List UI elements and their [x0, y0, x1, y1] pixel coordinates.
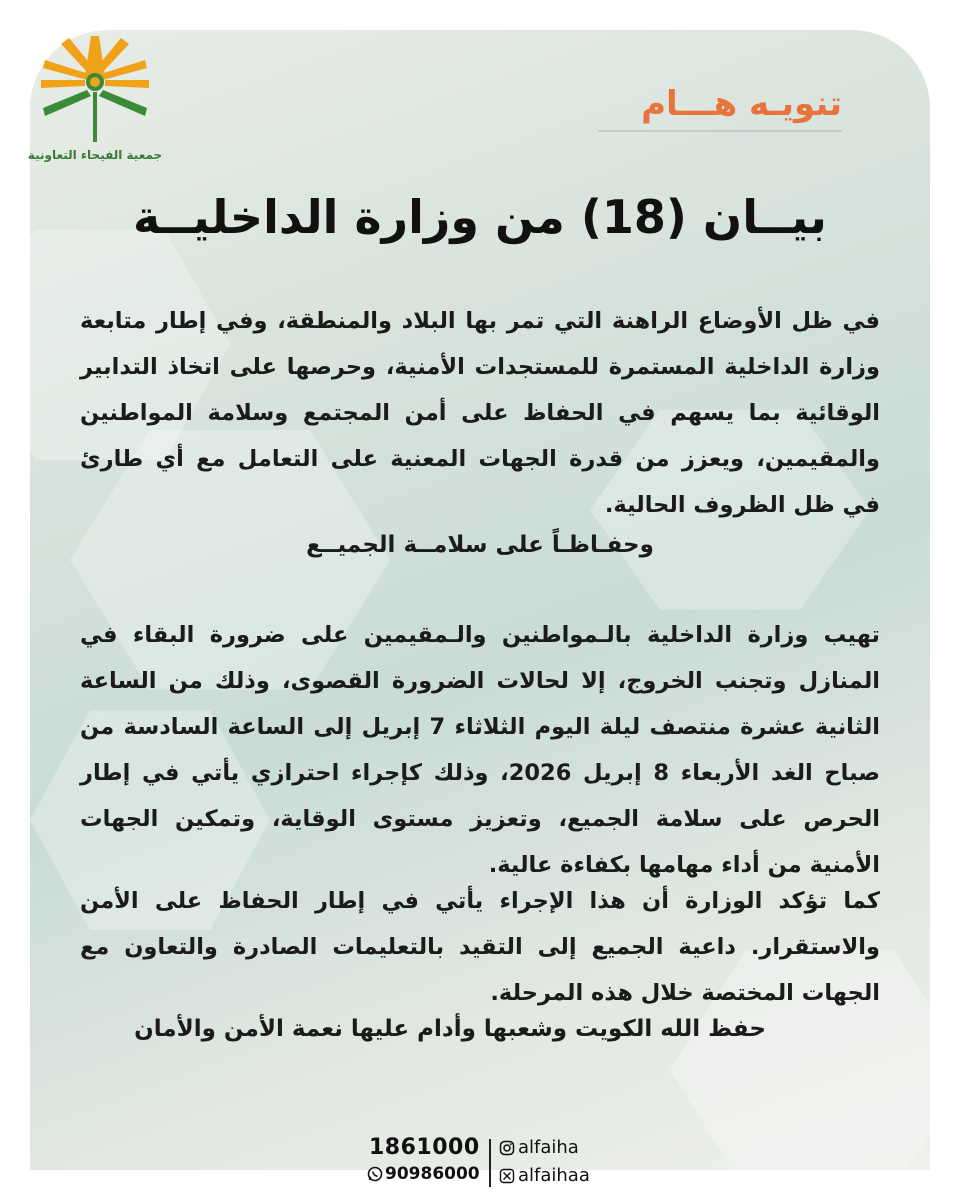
notice-underline — [598, 130, 842, 132]
whatsapp-icon — [367, 1166, 383, 1182]
organization-logo — [22, 22, 168, 172]
x-icon — [499, 1168, 515, 1184]
footer-divider — [489, 1139, 491, 1187]
whatsapp-number: 90986000 — [385, 1164, 480, 1184]
confirmation-paragraph: كما تؤكد الوزارة أن هذا الإجراء يأتي في إطار الحفاظ على الأمن والاستقرار. داعية الجميع إلى التقيد بالتعليمات الصادرة والتعاون مع الجهات المختصة خلال هذه المرحلة. — [80, 888, 880, 1006]
contact-footer — [363, 1135, 635, 1191]
curfew-paragraph: تهيب وزارة الداخلية بالـمواطنين والـمقيمين على ضرورة البقاء في المنازل وتجنب الخروج، إلا لحالات الضرورة القصوى، وذلك من الساعة الثانية عشرة منتصف ليلة اليوم الثلاثاء 7 إبريل إلى الساعة السادسة من صباح الغد الأربعاء 8 إبريل 2026، وذلك كإجراء احترازي يأتي في إطار الحرص على سلامة الجميع، وتعزيز مستوى الوقاية، وتمكين الجهات الأمنية من أداء مهامها بكفاءة عالية. — [80, 622, 881, 878]
organization-name: جمعية الفيحاء التعاونية — [27, 148, 163, 162]
instagram-handle: alfaiha — [518, 1137, 579, 1158]
subheading: وحفـاظـاً على سلامــة الجميــع — [306, 532, 654, 558]
notice-label: تنويـه هـــام — [641, 84, 842, 124]
flower-logo-icon — [22, 22, 168, 146]
page-title: بيــان (18) من وزارة الداخليــة — [133, 190, 827, 244]
x-link[interactable] — [499, 1165, 590, 1186]
instagram-icon — [499, 1140, 515, 1156]
intro-paragraph: في ظل الأوضاع الراهنة التي تمر بها البلاد والمنطقة، وفي إطار متابعة وزارة الداخلية المستمرة للمستجدات الأمنية، وحرصها على اتخاذ التدابير الوقائية بما يسهم في الحفاظ على أمن المجتمع وسلامة المواطنين والمقيمين، ويعزز من قدرة الجهات المعنية على التعامل مع أي طارئ في ظل الظروف الحالية. — [80, 308, 880, 518]
closing-line: حفظ الله الكويت وشعبها وأدام عليها نعمة الأمن والأمان — [134, 1016, 766, 1042]
x-handle: alfaihaa — [518, 1165, 590, 1186]
hotline-number[interactable]: 1861000 — [369, 1135, 480, 1160]
instagram-link[interactable] — [499, 1137, 579, 1158]
whatsapp-contact[interactable] — [367, 1164, 480, 1184]
